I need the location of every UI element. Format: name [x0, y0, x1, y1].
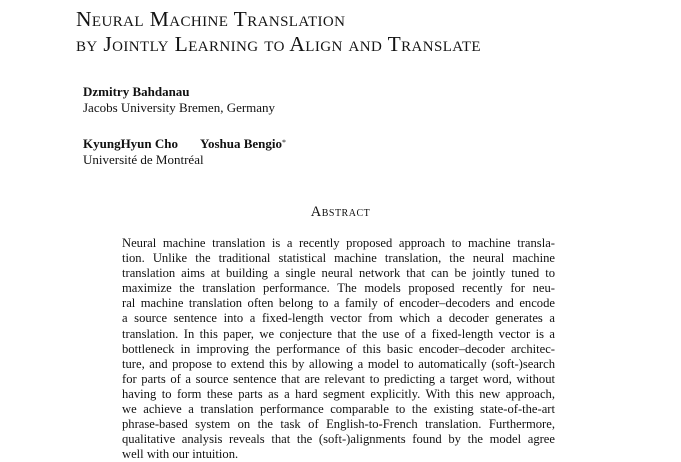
abstract-line: translation. In this paper, we conjecture that the use of a fixed-length vector is a	[122, 326, 555, 341]
abstract-heading: Abstract	[310, 204, 371, 220]
author-name: Dzmitry Bahdanau	[83, 84, 190, 99]
title-line-2: by Jointly Learning to Align and Translate	[76, 32, 481, 56]
abstract-line: having to form these parts as a hard segment explicitly. With this new approach,	[122, 386, 555, 401]
abstract-line: tion. Unlike the traditional statistical machine translation, the neural machine	[122, 251, 555, 266]
abstract-line: maximize the translation performance. The models proposed recently for neu-	[122, 281, 555, 296]
abstract-line: a source sentence into a fixed-length vector from which a decoder generates a	[122, 311, 555, 326]
abstract-line: phrase-based system on the task of English-to-French translation. Furthermore,	[122, 417, 555, 432]
abstract-line: Neural machine translation is a recently proposed approach to machine transla-	[122, 236, 555, 250]
abstract-line: we achieve a translation performance comparable to the existing state-of-the-art	[122, 402, 555, 417]
author-affiliation: Université de Montréal	[83, 152, 204, 167]
abstract-line: ture, and propose to extend this by allowing a model to automatically (soft-)search	[122, 356, 555, 371]
abstract-line: bottleneck in improving the performance of this basic encoder–decoder architec-	[122, 341, 555, 356]
author-block-2	[83, 136, 286, 168]
abstract-line: ral machine translation often belong to a family of encoder–decoders and encode	[122, 296, 555, 311]
author-block-1	[83, 84, 275, 116]
abstract-line: for parts of a source sentence that are relevant to predicting a target word, without	[122, 371, 555, 386]
abstract-line: well with our intuition.	[122, 447, 239, 462]
abstract-line: translation aims at building a single neural network that can be jointly tuned to	[122, 266, 555, 281]
author-name: Yoshua Bengio	[200, 136, 283, 151]
author-names-row	[83, 136, 286, 152]
paper-title	[76, 7, 481, 57]
abstract-line: qualitative analysis reveals that the (soft-)alignments found by the model agree	[122, 432, 555, 447]
abstract-body	[122, 236, 555, 462]
footnote-mark: *	[282, 138, 287, 147]
author-affiliation: Jacobs University Bremen, Germany	[83, 100, 276, 115]
title-line-1: Neural Machine Translation	[76, 7, 346, 31]
author-name: KyungHyun Cho	[83, 136, 179, 151]
